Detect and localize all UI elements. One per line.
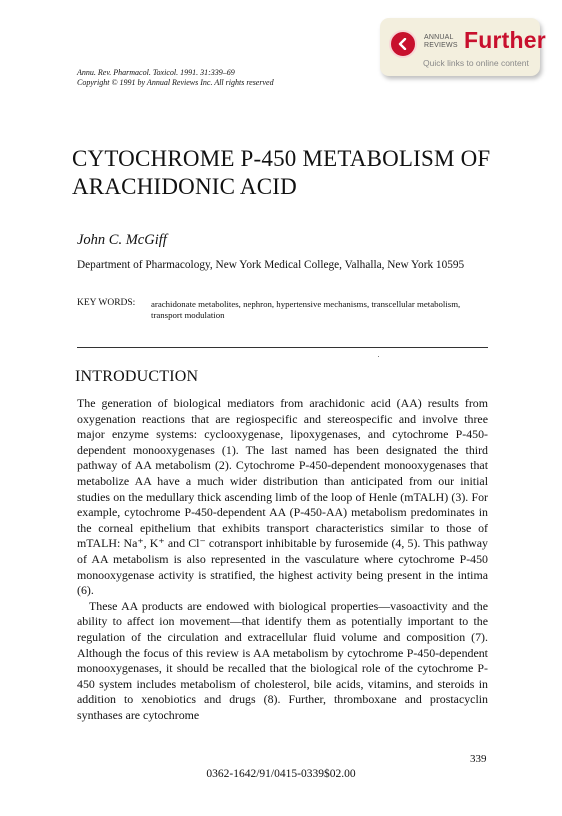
- keywords-label: KEY WORDS:: [77, 298, 136, 308]
- body-text: [77, 396, 488, 723]
- author-name: John C. McGiff: [77, 232, 167, 248]
- stray-mark: [378, 356, 379, 357]
- paragraph: The generation of biological mediators from arachidonic acid (AA) results from oxygenation reactions that are regiospecific and stereospecific and involve three major enzyme systems: cyclooxygenase, lipoxygenases, and cytochrome P-450-dependent monooxygenases (1). The last named has been designated the third pathway of AA metabolism (2). Cytochrome P-450-dependent monooxygenases that metabolize AA have a much wider distribution than anticipated from our initial studies on the medullary thick ascending limb of the loop of Henle (mTALH) (3). For example, cytochrome P-450-dependent AA (P-450-AA) metabolism predominates in the corneal epithelium that exhibits transport characteristics similar to those of mTALH: Na⁺, K⁺ and Cl⁻ cotransport inhibitable by furosemide (4, 5). This pathway of AA metabolism is also represented in the vasculature where cytochrome P-450 monooxygenase activity is stratified, the highest activity being present in the intima (6).: [77, 396, 488, 598]
- paragraph: These AA products are endowed with biological properties—vasoactivity and the ability to affect ion movement—that identify them as potentially important to the regulation of the circulation and extracellular fluid volume and composition (7). Although the focus of this review is AA metabolism by cytochrome P-450-dependent monooxygenases, it should be recalled that the biological role of the cytochrome P-450 system includes metabolism of cholesterol, bile acids, vitamins, and steroids in addition to xenobiotics and drugs (8). Further, thromboxane and prostacyclin synthases are cytochrome: [77, 598, 488, 722]
- page-number: 339: [470, 753, 487, 765]
- section-divider: [77, 347, 488, 348]
- article-title: CYTOCHROME P-450 METABOLISM OF ARACHIDONIC ACID: [72, 146, 491, 199]
- quick-links-text: Quick links to online content: [423, 58, 529, 68]
- journal-citation: Annu. Rev. Pharmacol. Toxicol. 1991. 31:339–69: [77, 68, 235, 77]
- section-heading: INTRODUCTION: [75, 368, 199, 385]
- reviews-label: REVIEWS: [424, 42, 458, 49]
- annual-label: ANNUAL: [424, 34, 454, 41]
- price-code: 0362-1642/91/0415-0339$02.00: [206, 768, 356, 780]
- play-arrow-icon: [389, 30, 417, 58]
- copyright-notice: Copyright © 1991 by Annual Reviews Inc. All rights reserved: [77, 78, 274, 87]
- keywords-list: arachidonate metabolites, nephron, hypertensive mechanisms, transcellular metabolism, transport modulation: [151, 299, 461, 320]
- author-affiliation: Department of Pharmacology, New York Medical College, Valhalla, New York 10595: [77, 259, 465, 271]
- further-logo-text: Further: [464, 27, 546, 53]
- further-badge[interactable]: [380, 18, 546, 76]
